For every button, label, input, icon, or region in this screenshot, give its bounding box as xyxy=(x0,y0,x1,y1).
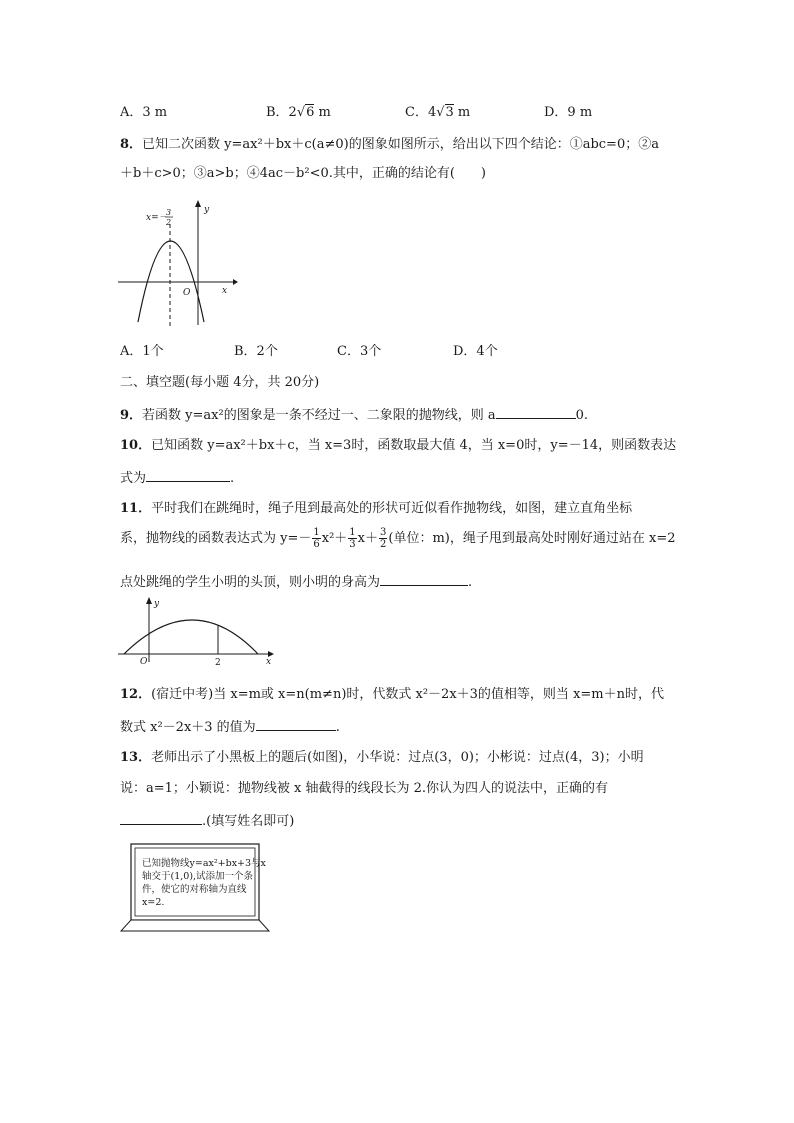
q7-option-d: D．9 m xyxy=(544,105,593,120)
q13-line3: .(填写姓名即可) xyxy=(120,811,294,831)
q13-board-text: 已知抛物线y=ax²+bx+3与x轴交于(1,0),试添加一个条件，使它的对称轴为直线x=2. xyxy=(142,858,266,908)
svg-text:2: 2 xyxy=(166,218,172,227)
q8-line1: 8．已知二次函数 y=ax²＋bx＋c(a≠0)的图象如图所示，给出以下四个结论：①abc=0；②a xyxy=(120,137,659,152)
q11-frac2: $\frac{1}{3}$ xyxy=(349,527,356,550)
q13-blank xyxy=(120,811,202,825)
q11-frac3: $\frac{3}{2}$ xyxy=(380,527,387,550)
q8-option-c: C．3个 xyxy=(337,344,382,359)
q8-parabola-figure xyxy=(118,200,238,330)
q9: 9．若函数 y=ax²的图象是一条不经过一、二象限的抛物线，则 a 0. xyxy=(120,405,588,425)
svg-text:3: 3 xyxy=(166,208,172,217)
q8-axis-label: x=－ xyxy=(146,213,168,223)
q7-option-a: A．3 m xyxy=(120,105,168,120)
q8-line2: ＋b＋c>0；③a>b；④4ac－b²<0.其中，正确的结论有( ) xyxy=(120,166,487,181)
section2-heading: 二、填空题(每小题 4分，共 20分) xyxy=(120,375,320,390)
q10-line2: 式为 . xyxy=(120,468,234,488)
q11-blank xyxy=(380,572,468,586)
q12-line1: 12．(宿迁中考)当 x=m或 x=n(m≠n)时，代数式 x²－2x＋3的值相等，则当 x=m＋n时，代 xyxy=(120,687,664,702)
q13-line1: 13．老师出示了小黑板上的题后(如图)，小华说：过点(3，0)；小彬说：过点(4，3)；小明 xyxy=(120,750,644,765)
q10-blank xyxy=(146,468,230,482)
q7-option-b: B．2√6 m xyxy=(266,105,331,120)
q11-x-label: x xyxy=(266,657,272,667)
q11-line2: 系，抛物线的函数表达式为 y=－ $\frac{1}{6}$ x²＋ $\frac{1}{3}$ x＋ $\frac{3}{2}$ (单位：m)，绳子甩到最高处时刚好通过站在 x=2 xyxy=(120,527,676,550)
q11-tick-2: 2 xyxy=(215,658,221,668)
q8-option-a: A．1个 xyxy=(120,344,164,359)
q11-rope-curve xyxy=(124,620,258,654)
q7-option-c: C．4√3 m xyxy=(405,105,471,120)
q10-line1: 10．已知函数 y=ax²＋bx＋c，当 x=3时，函数取最大值 4，当 x=0时，y=－14，则函数表达 xyxy=(120,438,677,453)
q8-y-label: y xyxy=(204,205,210,215)
q8-option-b: B．2个 xyxy=(234,344,278,359)
q12-line2: 数式 x²－2x＋3 的值为 . xyxy=(120,717,340,737)
q12-blank xyxy=(256,717,336,731)
q13-blackboard xyxy=(120,838,270,934)
q11-frac1: $\frac{1}{6}$ xyxy=(313,527,320,550)
q13-line2: 说：a=1；小颖说：抛物线被 x 轴截得的线段长为 2.你认为四人的说法中，正确的有 xyxy=(120,781,609,796)
q11-y-label: y xyxy=(154,599,160,609)
q11-origin-label: O xyxy=(140,657,148,667)
q11-line1: 11．平时我们在跳绳时，绳子甩到最高处的形状可近似看作抛物线，如图，建立直角坐标 xyxy=(120,501,633,516)
q9-blank xyxy=(496,405,576,419)
q8-option-d: D．4个 xyxy=(453,344,498,359)
q11-rope-figure xyxy=(118,596,278,668)
q8-x-label: x xyxy=(222,286,228,296)
q11-line3: 点处跳绳的学生小明的头顶，则小明的身高为 . xyxy=(120,572,472,592)
q8-origin-label: O xyxy=(183,288,191,298)
